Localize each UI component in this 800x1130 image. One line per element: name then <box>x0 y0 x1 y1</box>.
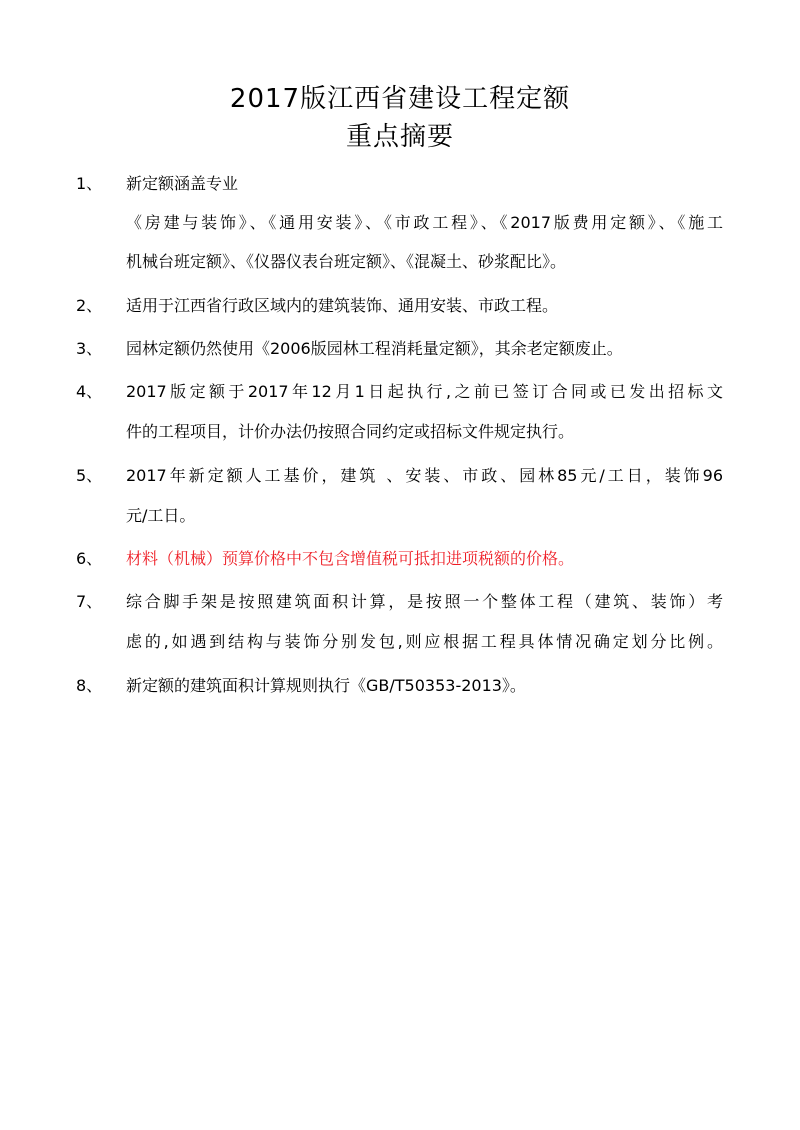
document-subtitle: 重点摘要 <box>345 122 454 152</box>
item-text: 园林定额仍然使用《2006版园林工程消耗量定额》，其余老定额废止。 <box>126 339 623 358</box>
item-text: 新定额涵盖专业 <box>126 174 239 193</box>
item-number: 6、 <box>76 549 103 568</box>
item-text: 2017版定额于2017年12月1日起执行,之前已签订合同或已发出招标文 <box>126 382 723 401</box>
item-number: 2、 <box>76 296 103 315</box>
item-text: 虑的,如遇到结构与装饰分别发包,则应根据工程具体情况确定划分比例。 <box>126 632 723 651</box>
item-text: 适用于江西省行政区域内的建筑装饰、通用安装、市政工程。 <box>126 296 559 315</box>
item-number: 3、 <box>76 339 103 358</box>
item-number: 1、 <box>76 174 103 193</box>
item-text: 2017年新定额人工基价，建筑 、安装、市政、园林85元/工日，装饰96 <box>126 466 723 485</box>
document-title: 2017版江西省建设工程定额 <box>229 84 571 114</box>
item-number: 5、 <box>76 466 103 485</box>
item-text: 元/工日。 <box>126 506 196 525</box>
item-number: 7、 <box>76 592 103 611</box>
item-text: 机械台班定额》、《仪器仪表台班定额》、《混凝土、砂浆配比》。 <box>126 252 567 271</box>
item-number: 4、 <box>76 382 103 401</box>
item-text: 件的工程项目，计价办法仍按照合同约定或招标文件规定执行。 <box>126 422 575 441</box>
item-text: 《房建与装饰》、《通用安装》、《市政工程》、《2017版费用定额》、《施工 <box>126 213 723 232</box>
item-text: 新定额的建筑面积计算规则执行《GB/T50353-2013》。 <box>126 676 526 695</box>
item-text: 综合脚手架是按照建筑面积计算，是按照一个整体工程（建筑、装饰）考 <box>126 592 723 611</box>
item-number: 8、 <box>76 676 103 695</box>
item-text-highlighted: 材料（机械）预算价格中不包含增值税可抵扣进项税额的价格。 <box>126 549 575 568</box>
